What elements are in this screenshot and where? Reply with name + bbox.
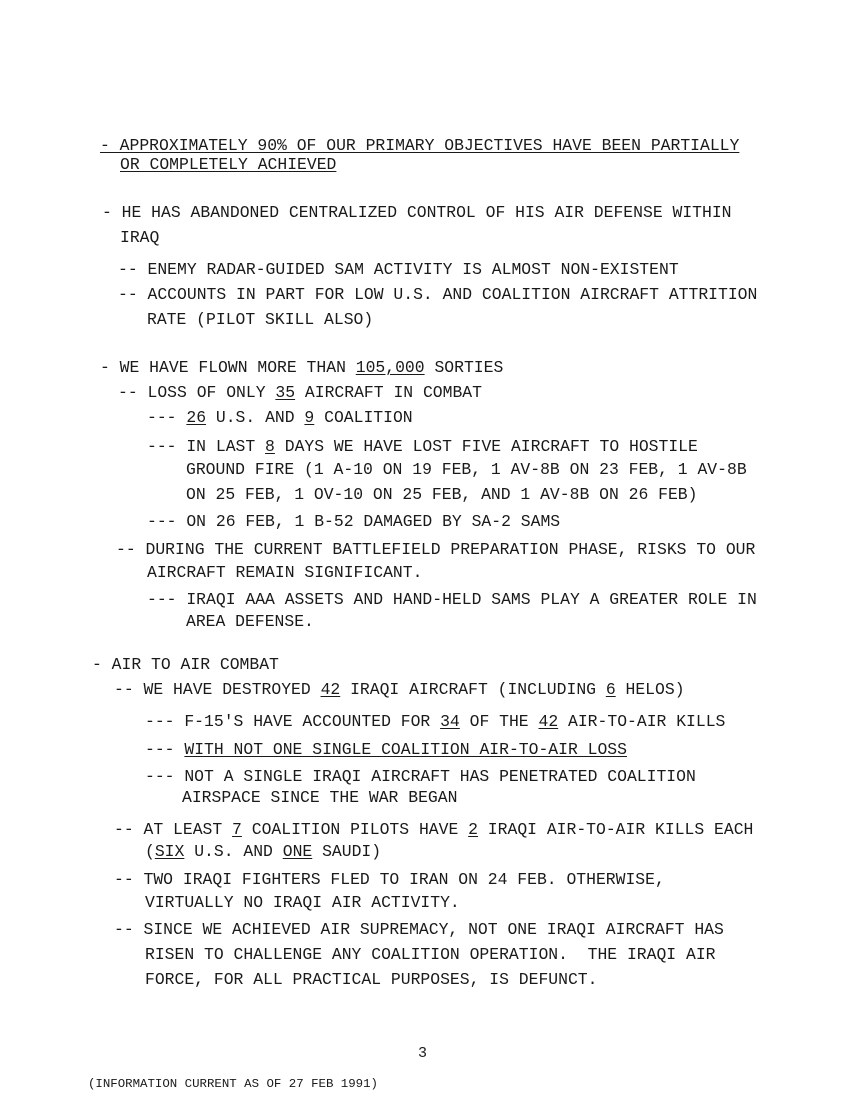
text-segment: COALITION <box>314 408 413 427</box>
text-segment: - HE HAS ABANDONED CENTRALIZED CONTROL OF HIS AIR DEFENSE WITHIN <box>102 203 732 222</box>
text-segment: -- DURING THE CURRENT BATTLEFIELD PREPARATION PHASE, RISKS TO OUR <box>116 540 756 559</box>
text-segment: U.S. AND <box>184 842 283 861</box>
text-line <box>102 203 732 223</box>
text-segment: -- ENEMY RADAR-GUIDED SAM ACTIVITY IS ALMOST NON-EXISTENT <box>118 260 679 279</box>
text-line <box>147 310 373 330</box>
text-segment: AREA DEFENSE. <box>186 612 314 631</box>
underlined-text: 6 <box>605 680 616 699</box>
text-line <box>147 563 422 583</box>
text-line <box>100 136 739 156</box>
text-segment: COALITION PILOTS HAVE <box>241 820 469 839</box>
text-segment: AIRCRAFT IN COMBAT <box>295 383 482 402</box>
underlined-text: 105,000 <box>355 358 425 377</box>
underlined-text: 34 <box>440 712 460 731</box>
text-segment: --- F-15'S HAVE ACCOUNTED FOR <box>145 712 441 731</box>
text-segment: AIR-TO-AIR KILLS <box>558 712 726 731</box>
text-line <box>186 612 314 632</box>
text-line <box>186 460 747 480</box>
underlined-text: 42 <box>538 712 559 731</box>
text-line <box>147 512 560 532</box>
underlined-text: ONE <box>282 842 313 861</box>
text-segment: -- ACCOUNTS IN PART FOR LOW U.S. AND COALITION AIRCRAFT ATTRITION <box>118 285 758 304</box>
text-segment: --- <box>147 408 187 427</box>
text-line <box>147 590 757 610</box>
text-segment: - AIR TO AIR COMBAT <box>92 655 279 674</box>
text-segment: FORCE, FOR ALL PRACTICAL PURPOSES, IS DEFUNCT. <box>145 970 598 989</box>
text-line <box>120 155 336 175</box>
underlined-text: 35 <box>275 383 296 402</box>
text-line <box>145 970 597 990</box>
text-line <box>147 408 413 428</box>
text-line <box>145 740 627 760</box>
text-segment: IRAQI AIR-TO-AIR KILLS EACH <box>477 820 754 839</box>
text-line <box>114 920 724 940</box>
text-line <box>114 870 665 890</box>
text-segment: VIRTUALLY NO IRAQI AIR ACTIVITY. <box>145 893 460 912</box>
text-line <box>114 820 753 840</box>
page-number: 3 <box>418 1045 428 1062</box>
underlined-text: 8 <box>265 437 275 456</box>
underlined-text: OR COMPLETELY ACHIEVED <box>120 155 337 174</box>
underlined-text: 2 <box>468 820 478 839</box>
text-line <box>145 945 716 965</box>
text-line <box>145 842 381 862</box>
text-segment: --- ON 26 FEB, 1 B-52 DAMAGED BY SA-2 SAMS <box>147 512 561 531</box>
text-segment: RATE (PILOT SKILL ALSO) <box>147 310 374 329</box>
underlined-text: 26 <box>186 408 207 427</box>
text-segment: ( <box>145 842 155 861</box>
text-segment: --- IN LAST <box>147 437 266 456</box>
text-segment: IRAQI AIRCRAFT (INCLUDING <box>340 680 606 699</box>
text-line <box>92 655 279 675</box>
text-line <box>182 788 457 808</box>
text-line <box>145 893 460 913</box>
text-line <box>118 260 679 280</box>
text-segment: - WE HAVE FLOWN MORE THAN <box>100 358 356 377</box>
text-segment: U.S. AND <box>206 408 305 427</box>
text-line <box>114 680 685 700</box>
underlined-text: 42 <box>320 680 341 699</box>
text-segment: IRAQ <box>120 228 160 247</box>
text-segment: --- IRAQI AAA ASSETS AND HAND-HELD SAMS PLAY A GREATER ROLE IN <box>147 590 757 609</box>
text-segment: GROUND FIRE (1 A-10 ON 19 FEB, 1 AV-8B ON 23 FEB, 1 AV-8B <box>186 460 747 479</box>
underlined-text: SIX <box>154 842 185 861</box>
text-segment: --- NOT A SINGLE IRAQI AIRCRAFT HAS PENETRATED COALITION <box>145 767 696 786</box>
underlined-text: WITH NOT ONE SINGLE COALITION AIR-TO-AIR LOSS <box>184 740 627 759</box>
text-line <box>145 767 696 787</box>
text-segment: -- SINCE WE ACHIEVED AIR SUPREMACY, NOT ONE IRAQI AIRCRAFT HAS <box>114 920 724 939</box>
underlined-text: 9 <box>304 408 315 427</box>
underlined-text: - APPROXIMATELY 90% OF OUR PRIMARY OBJECTIVES HAVE BEEN PARTIALLY <box>100 136 740 155</box>
text-segment: OF THE <box>459 712 539 731</box>
text-segment: HELOS) <box>615 680 685 699</box>
text-segment: SORTIES <box>424 358 504 377</box>
text-line <box>118 285 757 305</box>
text-segment: -- WE HAVE DESTROYED <box>114 680 321 699</box>
text-segment: SAUDI) <box>312 842 382 861</box>
text-segment: AIRSPACE SINCE THE WAR BEGAN <box>182 788 458 807</box>
text-line <box>186 485 697 505</box>
text-segment: -- TWO IRAQI FIGHTERS FLED TO IRAN ON 24 FEB. OTHERWISE, <box>114 870 665 889</box>
text-line <box>118 383 482 403</box>
text-segment: --- <box>145 740 185 759</box>
text-line <box>145 712 725 732</box>
underlined-text: 7 <box>232 820 242 839</box>
text-line <box>116 540 755 560</box>
text-segment: ON 25 FEB, 1 OV-10 ON 25 FEB, AND 1 AV-8B ON 26 FEB) <box>186 485 698 504</box>
footer-note: (INFORMATION CURRENT AS OF 27 FEB 1991) <box>88 1077 378 1091</box>
text-segment: -- LOSS OF ONLY <box>118 383 276 402</box>
text-line <box>147 437 698 457</box>
text-segment: -- AT LEAST <box>114 820 233 839</box>
text-segment: AIRCRAFT REMAIN SIGNIFICANT. <box>147 563 423 582</box>
text-line <box>100 358 503 378</box>
text-line <box>120 228 159 248</box>
text-segment: DAYS WE HAVE LOST FIVE AIRCRAFT TO HOSTILE <box>274 437 698 456</box>
text-segment: RISEN TO CHALLENGE ANY COALITION OPERATION. THE IRAQI AIR <box>145 945 716 964</box>
